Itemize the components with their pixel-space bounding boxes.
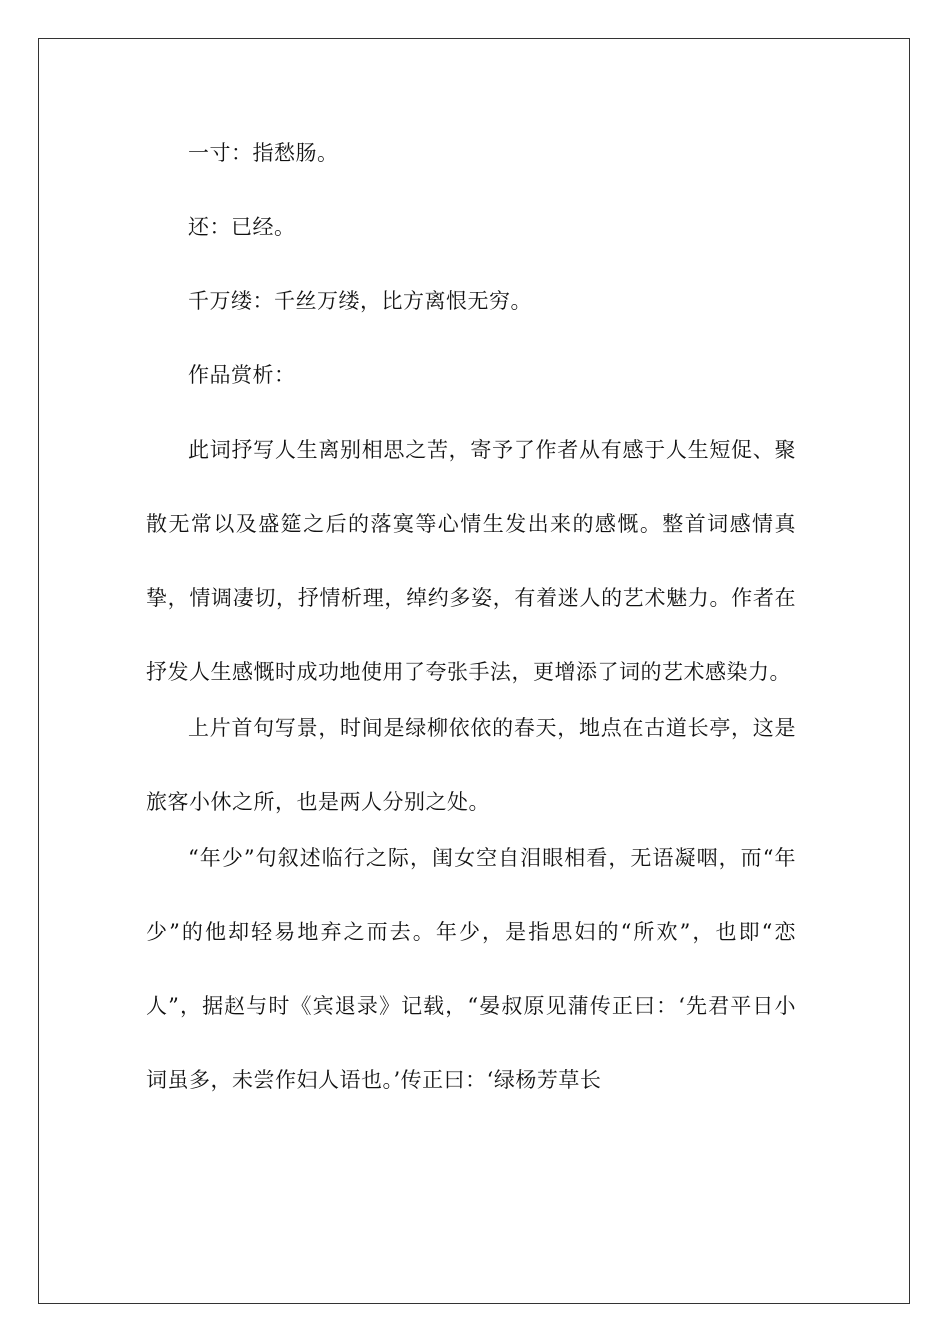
appreciation-paragraph-1: 此词抒写人生离别相思之苦，寄予了作者从有感于人生短促、聚散无常以及盛筵之后的落寞等心情生发出来的感慨。整首词感情真挚，情调凄切，抒情析理，绰约多姿，有着迷人的艺术魅力。作者在抒发人生感慨时成功地使用了夸张手法，更增添了词的艺术感染力。: [146, 438, 796, 684]
document-body: [146, 135, 796, 1117]
appreciation-paragraph-3: “年少”句叙述临行之际，闺女空自泪眼相看，无语凝咽，而“年少”的他却轻易地弃之而去。年少，是指思妇的“所欢”，也即“恋人”，据赵与时《宾退录》记载，“晏叔原见蒲传正曰：‘先君平日小词虽多，未尝作妇人语也。’传正曰：‘绿杨芳草长: [146, 846, 796, 1092]
section-heading-appreciation: 作品赏析：: [188, 363, 296, 387]
note-paragraph-1: 一寸：指愁肠。: [188, 141, 339, 165]
note-paragraph-2: 还：已经。: [188, 215, 296, 239]
appreciation-paragraph-2: 上片首句写景，时间是绿柳依依的春天，地点在古道长亭，这是旅客小休之所，也是两人分别之处。: [146, 716, 796, 814]
note-paragraph-3: 千万缕：千丝万缕，比方离恨无穷。: [188, 289, 532, 313]
